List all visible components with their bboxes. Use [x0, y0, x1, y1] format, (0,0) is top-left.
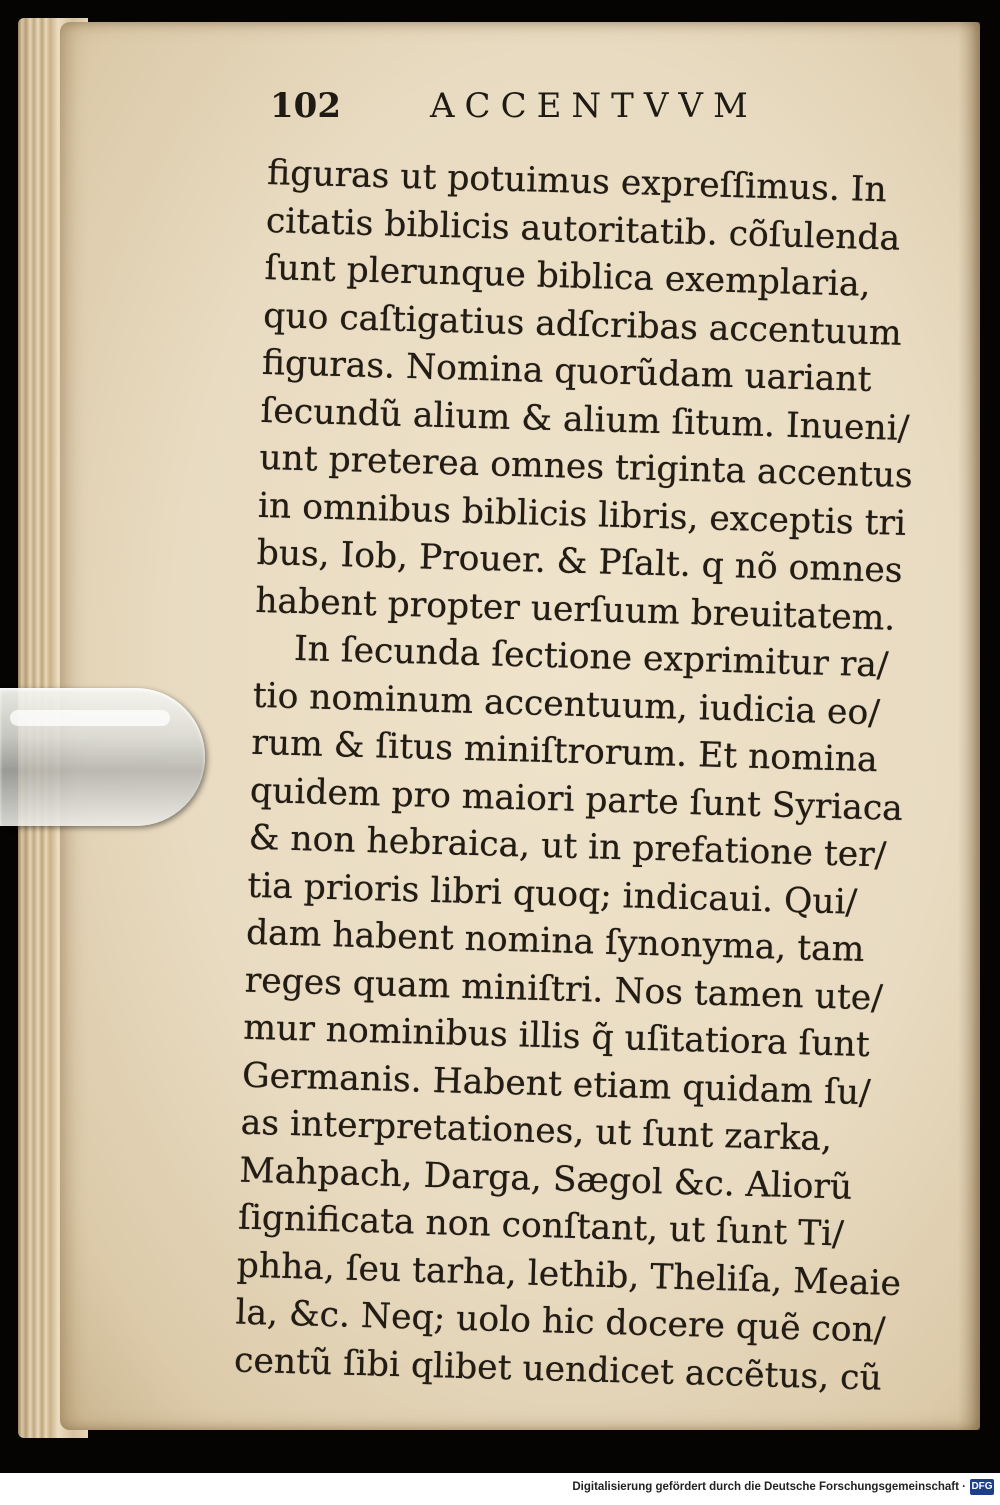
clip-highlight [10, 710, 170, 726]
text-line: unt preterea omnes triginta accentus [258, 437, 914, 497]
text-line: dam habent nomina ſynonyma, tam [245, 912, 865, 970]
text-line: figuras. Nomina quorũdam uariant [261, 342, 872, 400]
text-line: phha, ſeu tarha, lethib, Theliſa, Meaie [236, 1245, 902, 1304]
dfg-logo-icon: DFG [970, 1479, 994, 1495]
funding-credit: Digitalisierung gefördert durch die Deutsche Forschungsgemeinschaft · [572, 1481, 966, 1493]
text-line: Mahpach, Darga, Sægol &c. Aliorũ [238, 1150, 853, 1208]
text-line: & non hebraica, ut in prefatione ter/ [248, 817, 887, 876]
text-line: as interpretationes, ut ſunt zarka, [240, 1102, 833, 1160]
text-line: tia prioris libri quoq; indicaui. Qui/ [246, 865, 858, 923]
text-line: habent propter uerſuum breuitatem. [254, 580, 896, 639]
text-line: ſecundũ alium & alium ſitum. Inueni/ [260, 390, 910, 449]
text-line: in omnibus biblicis libris, exceptis tri [257, 485, 907, 544]
running-title: ACCENTVVM [430, 86, 758, 126]
text-line: quidem pro maiori parte ſunt Syriaca [249, 770, 904, 829]
text-line: ſunt plerunque biblica exemplaria, [264, 247, 872, 305]
text-line: figuras ut potuimus expreſſimus. In [266, 152, 888, 211]
text-line: reges quam miniſtri. Nos tamen ute/ [244, 960, 884, 1018]
footer-bar [0, 1473, 1000, 1505]
text-line: la, &c. Neq; uolo hic docere quẽ con/ [234, 1292, 887, 1351]
text-line: rum & ſitus miniſtrorum. Et nomina [250, 722, 879, 781]
text-line: centũ ſibi qlibet uendicet accẽtus, cũ [233, 1340, 883, 1399]
page-clip [0, 688, 205, 826]
text-line: Germanis. Habent etiam quidam ſu/ [241, 1055, 872, 1113]
text-line: tio nominum accentuum, iudicia eo/ [252, 675, 881, 733]
text-line: citatis biblicis autoritatib. cõſulenda [265, 200, 901, 259]
text-line: mur nominibus illis q̃ uſitatiora ſunt [242, 1007, 871, 1066]
text-line: bus, Iob, Prouer. & Pſalt. q nõ omnes [256, 532, 904, 591]
text-line: ſignificata non conſtant, ut ſunt Ti/ [237, 1197, 845, 1255]
page-gutter [958, 22, 980, 1430]
text-line: quo caſtigatius adſcribas accentuum [262, 295, 903, 354]
text-line: In ſecunda ſectione exprimitur ra/ [293, 628, 890, 686]
body-text [234, 150, 958, 1404]
page-number: 102 [270, 86, 341, 126]
page-header [270, 80, 790, 140]
